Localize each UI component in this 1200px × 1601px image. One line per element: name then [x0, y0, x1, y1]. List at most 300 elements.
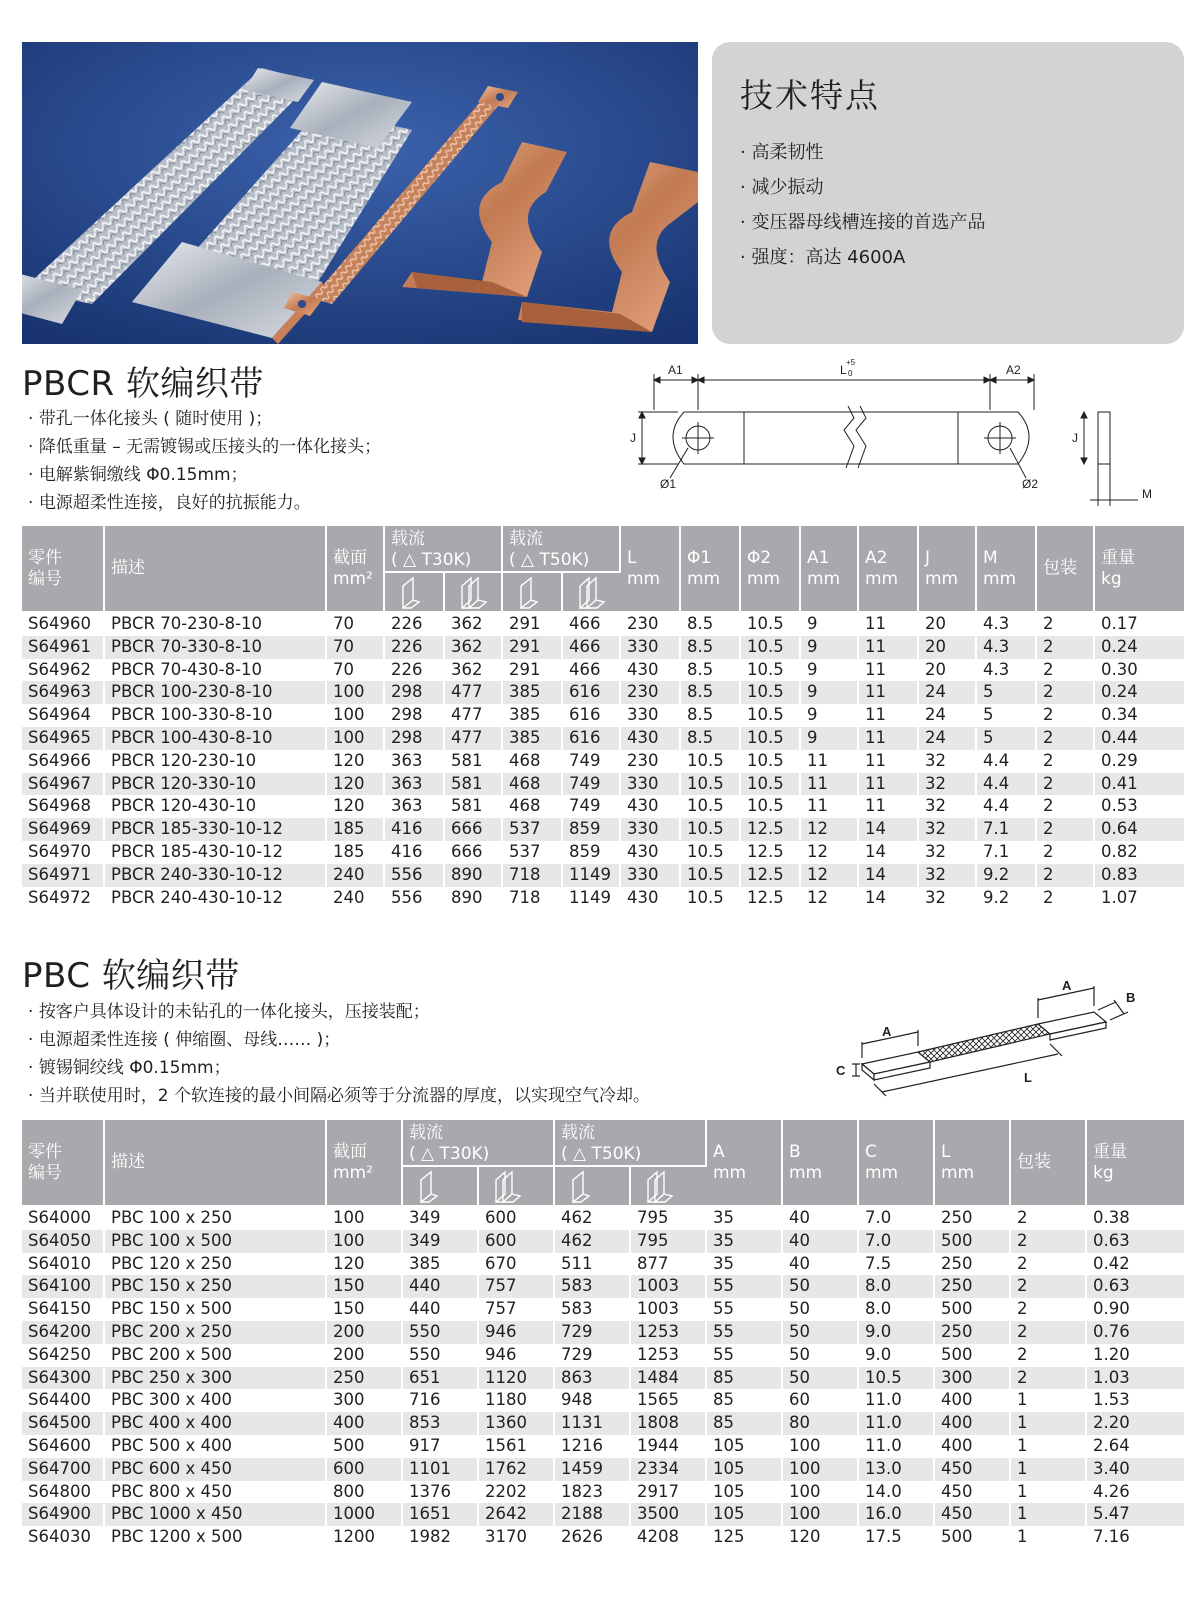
- table-row: [22, 750, 1184, 773]
- table-cell: 5: [976, 704, 1036, 727]
- table-cell: 2: [1036, 750, 1094, 773]
- table-cell: 468: [502, 750, 562, 773]
- table-cell: PBC 200 x 250: [104, 1321, 326, 1344]
- table-cell: 2: [1036, 636, 1094, 659]
- table-cell: 2642: [478, 1503, 554, 1526]
- table-cell: PBC 150 x 500: [104, 1298, 326, 1321]
- table-row: [22, 1503, 1184, 1526]
- table-row: [22, 727, 1184, 750]
- table-cell: 150: [326, 1298, 402, 1321]
- table-cell: 430: [620, 795, 680, 818]
- table-cell: 8.5: [680, 636, 740, 659]
- table-cell: S64964: [22, 704, 104, 727]
- table-cell: 70: [326, 659, 384, 682]
- table-cell: 7.1: [976, 841, 1036, 864]
- pbcr-bullet: · 降低重量 – 无需镀锡或压接头的一体化接头；: [28, 433, 381, 461]
- table-cell: 9: [800, 659, 858, 682]
- diagram-label-l0-sub: 0: [848, 369, 853, 378]
- table-cell: 1253: [630, 1321, 706, 1344]
- col-header-load-t50: 载流 ( △ T50K): [502, 526, 620, 572]
- table-cell: PBC 300 x 400: [104, 1389, 326, 1412]
- table-cell: 55: [706, 1344, 782, 1367]
- table-cell: 757: [478, 1275, 554, 1298]
- table-cell: 400: [934, 1435, 1010, 1458]
- table-cell: 0.44: [1094, 727, 1184, 750]
- table-cell: 100: [326, 1230, 402, 1253]
- table-cell: PBC 100 x 250: [104, 1206, 326, 1230]
- table-cell: 85: [706, 1367, 782, 1390]
- table-cell: 0.17: [1094, 612, 1184, 636]
- table-cell: 0.29: [1094, 750, 1184, 773]
- table-cell: 550: [402, 1344, 478, 1367]
- table-cell: 50: [782, 1298, 858, 1321]
- table-cell: 0.83: [1094, 864, 1184, 887]
- table-cell: 666: [444, 841, 502, 864]
- table-cell: 2188: [554, 1503, 630, 1526]
- table-cell: 1565: [630, 1389, 706, 1412]
- table-cell: 105: [706, 1503, 782, 1526]
- table-cell: 4.3: [976, 636, 1036, 659]
- table-cell: 466: [562, 612, 620, 636]
- table-cell: 24: [918, 681, 976, 704]
- table-cell: 616: [562, 681, 620, 704]
- table-cell: 2: [1036, 795, 1094, 818]
- table-cell: 2: [1036, 704, 1094, 727]
- diagram-label-b: B: [1126, 990, 1136, 1005]
- table-cell: 185: [326, 841, 384, 864]
- table-cell: 4.3: [976, 659, 1036, 682]
- table-cell: PBCR 120-430-10: [104, 795, 326, 818]
- table-cell: 757: [478, 1298, 554, 1321]
- table-cell: 0.34: [1094, 704, 1184, 727]
- diagram-label-c: C: [836, 1063, 846, 1078]
- table-cell: 120: [782, 1526, 858, 1549]
- col-header-phi2: Φ2 mm: [740, 526, 800, 612]
- table-cell: 11: [858, 612, 918, 636]
- table-cell: 100: [326, 704, 384, 727]
- table-cell: 100: [326, 727, 384, 750]
- table-cell: S64250: [22, 1344, 104, 1367]
- table-cell: 50: [782, 1321, 858, 1344]
- table-cell: 80: [782, 1412, 858, 1435]
- table-cell: 2: [1036, 841, 1094, 864]
- pbc-bullet: · 当并联使用时，2 个软连接的最小间隔必须等于分流器的厚度，以实现空气冷却。: [28, 1082, 650, 1110]
- table-cell: 859: [562, 841, 620, 864]
- table-cell: 298: [384, 727, 444, 750]
- table-cell: 32: [918, 841, 976, 864]
- col-header-a2: A2 mm: [858, 526, 918, 612]
- table-cell: 666: [444, 818, 502, 841]
- table-cell: 500: [934, 1298, 1010, 1321]
- col-header-section: 截面 mm²: [326, 526, 384, 612]
- table-cell: PBC 100 x 500: [104, 1230, 326, 1253]
- table-cell: 120: [326, 795, 384, 818]
- table-cell: 1253: [630, 1344, 706, 1367]
- table-cell: 250: [326, 1367, 402, 1390]
- pbcr-bullet: · 电源超柔性连接，良好的抗振能力。: [28, 489, 381, 517]
- table-cell: 2: [1010, 1321, 1086, 1344]
- table-cell: 40: [782, 1206, 858, 1230]
- table-cell: 0.82: [1094, 841, 1184, 864]
- table-cell: S64030: [22, 1526, 104, 1549]
- table-cell: 9: [800, 681, 858, 704]
- table-row: [22, 636, 1184, 659]
- table-cell: 32: [918, 887, 976, 910]
- table-cell: S64100: [22, 1275, 104, 1298]
- table-cell: 50: [782, 1344, 858, 1367]
- table-cell: 2: [1036, 727, 1094, 750]
- table-cell: 8.5: [680, 659, 740, 682]
- table-cell: 1360: [478, 1412, 554, 1435]
- table-cell: 55: [706, 1321, 782, 1344]
- table-cell: 1459: [554, 1458, 630, 1481]
- table-cell: 2626: [554, 1526, 630, 1549]
- table-cell: 450: [934, 1458, 1010, 1481]
- table-cell: 500: [934, 1230, 1010, 1253]
- table-cell: 1651: [402, 1503, 478, 1526]
- table-cell: S64960: [22, 612, 104, 636]
- table-cell: 1003: [630, 1275, 706, 1298]
- table-cell: S64500: [22, 1412, 104, 1435]
- table-cell: 100: [782, 1458, 858, 1481]
- table-cell: 7.0: [858, 1206, 934, 1230]
- table-cell: 890: [444, 864, 502, 887]
- table-cell: 70: [326, 636, 384, 659]
- table-cell: 10.5: [740, 750, 800, 773]
- table-cell: S64962: [22, 659, 104, 682]
- table-cell: 1376: [402, 1481, 478, 1504]
- table-cell: 35: [706, 1253, 782, 1276]
- table-cell: 55: [706, 1298, 782, 1321]
- table-cell: 2: [1036, 864, 1094, 887]
- table-cell: 385: [502, 704, 562, 727]
- table-row: [22, 1526, 1184, 1549]
- table-cell: 670: [478, 1253, 554, 1276]
- table-cell: 2917: [630, 1481, 706, 1504]
- table-cell: 385: [502, 727, 562, 750]
- table-cell: 11: [800, 750, 858, 773]
- table-cell: 11.0: [858, 1389, 934, 1412]
- table-row: [22, 704, 1184, 727]
- table-row: [22, 1253, 1184, 1276]
- table-cell: 600: [478, 1230, 554, 1253]
- diagram-label-l: L: [1024, 1070, 1032, 1085]
- table-cell: 298: [384, 681, 444, 704]
- table-cell: 718: [502, 887, 562, 910]
- table-cell: 10.5: [680, 795, 740, 818]
- col-header-a: A mm: [706, 1120, 782, 1206]
- table-cell: 430: [620, 727, 680, 750]
- pbc-title: PBC 软编织带: [22, 956, 240, 996]
- table-cell: 440: [402, 1275, 478, 1298]
- table-cell: 1: [1010, 1389, 1086, 1412]
- table-cell: 16.0: [858, 1503, 934, 1526]
- table-cell: 946: [478, 1321, 554, 1344]
- table-cell: 70: [326, 612, 384, 636]
- table-cell: 10.5: [740, 612, 800, 636]
- table-cell: 0.76: [1086, 1321, 1184, 1344]
- table-cell: 1120: [478, 1367, 554, 1390]
- table-cell: 853: [402, 1412, 478, 1435]
- table-cell: 2: [1036, 681, 1094, 704]
- table-cell: S64700: [22, 1458, 104, 1481]
- table-cell: 600: [478, 1206, 554, 1230]
- table-cell: 11.0: [858, 1412, 934, 1435]
- table-row: [22, 864, 1184, 887]
- table-cell: PBC 150 x 250: [104, 1275, 326, 1298]
- table-cell: 9: [800, 704, 858, 727]
- col-header-section: 截面 mm²: [326, 1120, 402, 1206]
- table-cell: 500: [326, 1435, 402, 1458]
- pbc-table: [22, 1120, 1184, 1549]
- table-cell: 0.24: [1094, 636, 1184, 659]
- table-cell: 1: [1010, 1458, 1086, 1481]
- table-row: [22, 1206, 1184, 1230]
- table-cell: 8.5: [680, 704, 740, 727]
- table-cell: PBCR 185-430-10-12: [104, 841, 326, 864]
- table-cell: 9.0: [858, 1344, 934, 1367]
- features-title: 技术特点: [740, 76, 880, 115]
- table-cell: 2: [1010, 1367, 1086, 1390]
- table-cell: 363: [384, 750, 444, 773]
- table-cell: 150: [326, 1275, 402, 1298]
- table-row: [22, 1275, 1184, 1298]
- table-cell: 100: [326, 681, 384, 704]
- table-cell: 12.5: [740, 818, 800, 841]
- table-cell: 0.41: [1094, 773, 1184, 796]
- table-cell: 440: [402, 1298, 478, 1321]
- table-cell: 2: [1036, 887, 1094, 910]
- col-header-b: B mm: [782, 1120, 858, 1206]
- table-cell: 890: [444, 887, 502, 910]
- table-cell: 7.5: [858, 1253, 934, 1276]
- feature-item: · 减少振动: [740, 170, 1184, 205]
- table-cell: S64400: [22, 1389, 104, 1412]
- col-header-m: M mm: [976, 526, 1036, 612]
- table-cell: 556: [384, 864, 444, 887]
- table-cell: 120: [326, 1253, 402, 1276]
- table-row: [22, 1435, 1184, 1458]
- table-cell: 0.30: [1094, 659, 1184, 682]
- table-cell: 12: [800, 841, 858, 864]
- table-cell: 230: [620, 612, 680, 636]
- table-cell: 2: [1036, 773, 1094, 796]
- pbcr-table-body: [22, 612, 1184, 909]
- table-cell: S64600: [22, 1435, 104, 1458]
- table-cell: 2334: [630, 1458, 706, 1481]
- table-cell: 1762: [478, 1458, 554, 1481]
- table-cell: 1101: [402, 1458, 478, 1481]
- table-cell: 466: [562, 659, 620, 682]
- diagram-label-l0: L: [840, 363, 847, 377]
- table-cell: PBCR 100-230-8-10: [104, 681, 326, 704]
- table-cell: 10.5: [740, 704, 800, 727]
- diagram-label-a1: A1: [668, 363, 683, 377]
- col-header-phi1: Φ1 mm: [680, 526, 740, 612]
- table-cell: 450: [934, 1503, 1010, 1526]
- table-cell: 10.5: [740, 795, 800, 818]
- table-cell: 430: [620, 659, 680, 682]
- table-cell: PBCR 70-330-8-10: [104, 636, 326, 659]
- table-cell: 400: [326, 1412, 402, 1435]
- table-cell: 4.4: [976, 750, 1036, 773]
- col-header-desc: 描述: [104, 526, 326, 612]
- table-cell: 105: [706, 1458, 782, 1481]
- table-cell: 1: [1010, 1435, 1086, 1458]
- col-header-pack: 包装: [1036, 526, 1094, 612]
- table-cell: 1484: [630, 1367, 706, 1390]
- table-cell: 0.63: [1086, 1275, 1184, 1298]
- table-cell: 11: [800, 773, 858, 796]
- table-cell: 1: [1010, 1481, 1086, 1504]
- table-cell: 50: [782, 1275, 858, 1298]
- table-cell: 7.16: [1086, 1526, 1184, 1549]
- table-cell: 11: [858, 727, 918, 750]
- diagram-label-a-right: A: [1062, 978, 1072, 993]
- table-cell: 795: [630, 1206, 706, 1230]
- table-cell: 385: [402, 1253, 478, 1276]
- table-cell: 800: [326, 1481, 402, 1504]
- table-cell: 1.53: [1086, 1389, 1184, 1412]
- table-cell: 0.42: [1086, 1253, 1184, 1276]
- table-cell: 240: [326, 864, 384, 887]
- table-cell: 240: [326, 887, 384, 910]
- table-cell: 300: [934, 1367, 1010, 1390]
- table-cell: 795: [630, 1230, 706, 1253]
- table-cell: 581: [444, 773, 502, 796]
- table-cell: 230: [620, 750, 680, 773]
- table-cell: 9.2: [976, 864, 1036, 887]
- table-cell: 2: [1036, 818, 1094, 841]
- table-cell: 35: [706, 1206, 782, 1230]
- table-row: [22, 1298, 1184, 1321]
- table-row: [22, 1344, 1184, 1367]
- table-cell: 11: [858, 750, 918, 773]
- table-row: [22, 818, 1184, 841]
- pbc-table-body: [22, 1206, 1184, 1549]
- table-cell: 12: [800, 818, 858, 841]
- pbcr-table: [22, 526, 1184, 909]
- table-cell: 500: [934, 1526, 1010, 1549]
- table-cell: S64965: [22, 727, 104, 750]
- table-cell: PBCR 120-330-10: [104, 773, 326, 796]
- table-cell: 749: [562, 773, 620, 796]
- table-cell: 330: [620, 773, 680, 796]
- table-cell: 4.3: [976, 612, 1036, 636]
- table-cell: PBC 200 x 500: [104, 1344, 326, 1367]
- table-cell: 1808: [630, 1412, 706, 1435]
- table-cell: 9.0: [858, 1321, 934, 1344]
- table-row: [22, 1412, 1184, 1435]
- table-cell: 20: [918, 659, 976, 682]
- table-cell: S64971: [22, 864, 104, 887]
- table-cell: PBC 1200 x 500: [104, 1526, 326, 1549]
- table-cell: 11: [858, 636, 918, 659]
- table-cell: 10.5: [740, 659, 800, 682]
- table-cell: 362: [444, 612, 502, 636]
- table-cell: S64010: [22, 1253, 104, 1276]
- table-cell: 1: [1010, 1412, 1086, 1435]
- diagram-label-a2: A2: [1006, 363, 1021, 377]
- table-cell: 718: [502, 864, 562, 887]
- table-row: [22, 1321, 1184, 1344]
- table-cell: 1944: [630, 1435, 706, 1458]
- table-cell: 11: [858, 681, 918, 704]
- col-header-l: L mm: [620, 526, 680, 612]
- table-cell: 3500: [630, 1503, 706, 1526]
- table-cell: 0.38: [1086, 1206, 1184, 1230]
- table-cell: 14: [858, 841, 918, 864]
- table-cell: 291: [502, 636, 562, 659]
- diagram-label-j-right: J: [1072, 431, 1078, 445]
- table-cell: 749: [562, 795, 620, 818]
- table-cell: 230: [620, 681, 680, 704]
- table-cell: 349: [402, 1206, 478, 1230]
- table-cell: 1.07: [1094, 887, 1184, 910]
- table-cell: S64970: [22, 841, 104, 864]
- table-cell: PBC 400 x 400: [104, 1412, 326, 1435]
- table-cell: 511: [554, 1253, 630, 1276]
- table-row: [22, 612, 1184, 636]
- table-cell: PBCR 70-230-8-10: [104, 612, 326, 636]
- double-strap-icon: [630, 1166, 706, 1206]
- single-strap-icon: [402, 1166, 478, 1206]
- table-cell: 616: [562, 727, 620, 750]
- col-header-weight: 重量 kg: [1094, 526, 1184, 612]
- table-cell: 1149: [562, 864, 620, 887]
- table-cell: 185: [326, 818, 384, 841]
- table-cell: 349: [402, 1230, 478, 1253]
- table-cell: 11: [858, 795, 918, 818]
- table-cell: 9.2: [976, 887, 1036, 910]
- pbcr-bullets: [28, 405, 381, 517]
- col-header-load-t30: 载流 ( △ T30K): [384, 526, 502, 572]
- table-cell: 20: [918, 636, 976, 659]
- features-panel: [712, 42, 1184, 344]
- table-cell: 12: [800, 864, 858, 887]
- table-cell: S64050: [22, 1230, 104, 1253]
- table-cell: S64968: [22, 795, 104, 818]
- table-cell: 363: [384, 795, 444, 818]
- col-header-load-t50: 载流 ( △ T50K): [554, 1120, 706, 1166]
- table-cell: 468: [502, 773, 562, 796]
- col-header-j: J mm: [918, 526, 976, 612]
- col-header-part-no: 零件 编号: [22, 1120, 104, 1206]
- table-cell: 12.5: [740, 887, 800, 910]
- table-cell: 8.5: [680, 612, 740, 636]
- table-cell: 10.5: [680, 841, 740, 864]
- table-cell: 10.5: [680, 750, 740, 773]
- table-cell: 14: [858, 818, 918, 841]
- table-cell: 537: [502, 818, 562, 841]
- table-cell: 2: [1010, 1275, 1086, 1298]
- pbcr-bullet: · 带孔一体化接头 ( 随时使用 )；: [28, 405, 381, 433]
- table-cell: 32: [918, 795, 976, 818]
- product-photo: [22, 42, 698, 344]
- table-cell: 863: [554, 1367, 630, 1390]
- table-cell: 226: [384, 612, 444, 636]
- table-cell: S64900: [22, 1503, 104, 1526]
- table-cell: 250: [934, 1275, 1010, 1298]
- table-cell: 85: [706, 1389, 782, 1412]
- table-cell: 250: [934, 1253, 1010, 1276]
- table-cell: 716: [402, 1389, 478, 1412]
- table-row: [22, 841, 1184, 864]
- table-cell: 60: [782, 1389, 858, 1412]
- table-row: [22, 795, 1184, 818]
- table-cell: 917: [402, 1435, 478, 1458]
- table-cell: 17.5: [858, 1526, 934, 1549]
